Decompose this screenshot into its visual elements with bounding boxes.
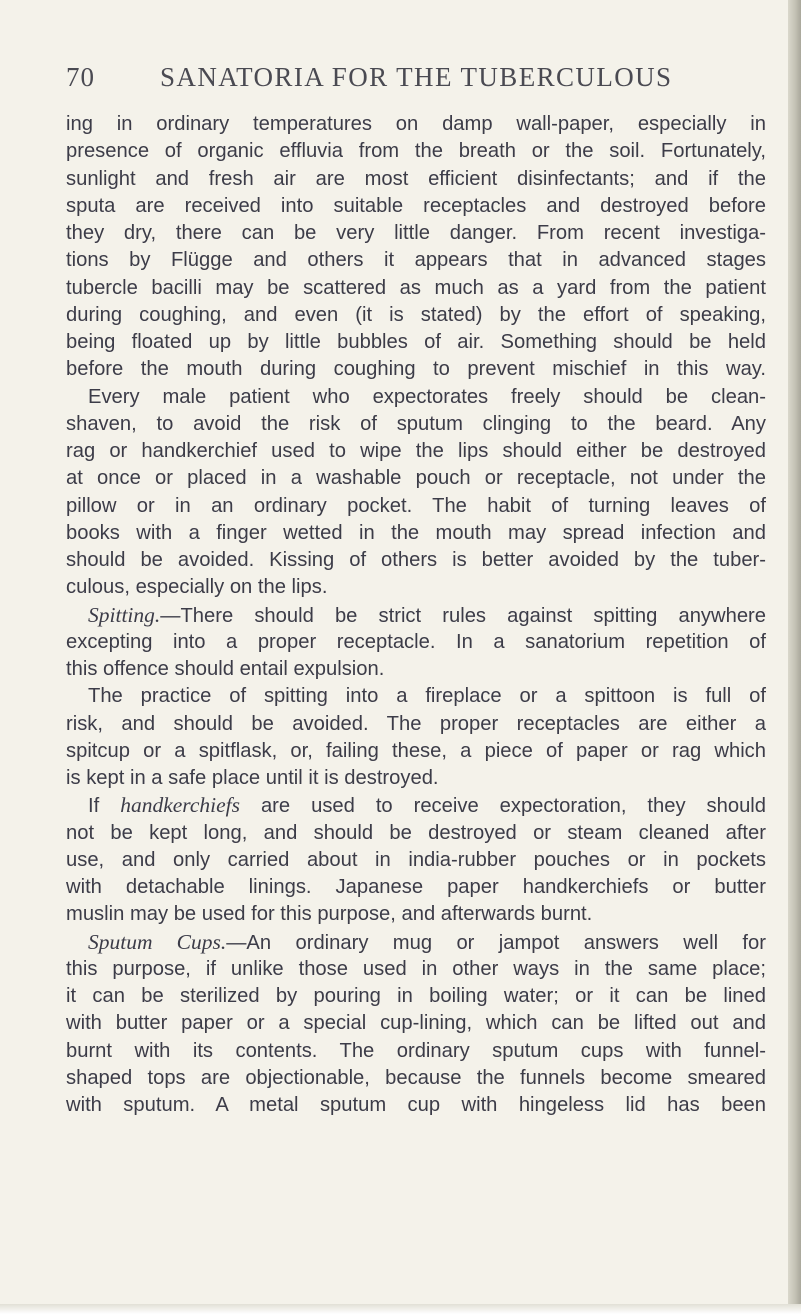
text-line: at once or placed in a washable pouch or receptacle, not under the — [66, 467, 766, 490]
text-line: pillow or in an ordinary pocket. The habit of turning leaves of — [66, 494, 766, 517]
text-line: being floated up by little bubbles of air. Something should be held — [66, 331, 766, 353]
section-heading: Sputum Cups. — [88, 929, 227, 954]
text-line: with detachable linings. Japanese paper handkerchiefs or butter — [66, 876, 766, 898]
text-line: muslin may be used for this purpose, and afterwards burnt. — [66, 903, 593, 926]
text-line: should be avoided. Kissing of others is better avoided by the tuber- — [66, 549, 766, 571]
page-spine-edge — [788, 0, 801, 1314]
section-heading-line: Sputum Cups.—An ordinary mug or jampot answers well for — [88, 929, 766, 954]
text-line: tions by Flügge and others it appears that in advanced stages — [66, 249, 766, 272]
text-line: tubercle bacilli may be scattered as much as a yard from the patient — [66, 276, 766, 299]
text-line: use, and only carried about in india-rubber pouches or in pockets — [66, 848, 766, 871]
emphasis-term: handkerchiefs — [120, 793, 240, 818]
text-line: excepting into a proper receptacle. In a sanatorium repetition of — [66, 630, 766, 653]
text-line: culous, especially on the lips. — [66, 576, 328, 599]
text-line: books with a finger wetted in the mouth may spread infection and — [66, 521, 766, 544]
text-line: rag or handkerchief used to wipe the lips should either be destroyed — [66, 440, 766, 462]
text-line: spitcup or a spitflask, or, failing these, a piece of paper or rag which — [66, 739, 766, 762]
text-line: sunlight and fresh air are most efficient disinfectants; and if the — [66, 167, 766, 190]
text-line: Every male patient who expectorates freely should be clean- — [88, 385, 766, 408]
text-line: ing in ordinary temperatures on damp wall-paper, especially in — [66, 113, 766, 135]
text-line: it can be sterilized by pouring in boiling water; or it can be lined — [66, 985, 766, 1007]
text-line: If handkerchiefs are used to receive expectoration, they should — [88, 793, 767, 818]
text-line: sputa are received into suitable receptacles and destroyed before — [66, 194, 766, 217]
text-line: burnt with its contents. The ordinary sputum cups with funnel- — [66, 1039, 766, 1062]
page-number: 70 — [66, 62, 95, 92]
text-line: presence of organic effluvia from the breath or the soil. Fortunately, — [66, 140, 766, 163]
text-line: this purpose, if unlike those used in other ways in the same place; — [66, 957, 766, 980]
page-bottom-edge — [0, 1304, 801, 1314]
text-line: this offence should entail expulsion. — [66, 658, 385, 680]
text-line: is kept in a safe place until it is destroyed. — [66, 767, 439, 789]
text-line: not be kept long, and should be destroyed or steam cleaned after — [66, 821, 766, 844]
text-line: before the mouth during coughing to prevent mischief in this way. — [66, 358, 766, 381]
text-line: The practice of spitting into a fireplace or a spittoon is full of — [88, 685, 766, 708]
running-head — [66, 62, 766, 96]
section-heading-line: Spitting.—There should be strict rules against spitting anywhere — [88, 602, 766, 627]
text-line: shaped tops are objectionable, because the funnels become smeared — [66, 1066, 766, 1089]
running-title: SANATORIA FOR THE TUBERCULOUS — [160, 62, 673, 92]
text-line: shaven, to avoid the risk of sputum clinging to the beard. Any — [66, 412, 766, 435]
text-line: they dry, there can be very little danger. From recent investiga- — [66, 222, 766, 244]
text-line: with sputum. A metal sputum cup with hingeless lid has been — [66, 1094, 766, 1116]
text-line: with butter paper or a special cup-lining, which can be lifted out and — [66, 1012, 766, 1035]
text-line: during coughing, and even (it is stated) by the effort of speaking, — [66, 303, 766, 326]
text-line: risk, and should be avoided. The proper receptacles are either a — [66, 712, 766, 735]
body-text — [66, 111, 766, 1119]
section-heading: Spitting. — [88, 602, 161, 627]
